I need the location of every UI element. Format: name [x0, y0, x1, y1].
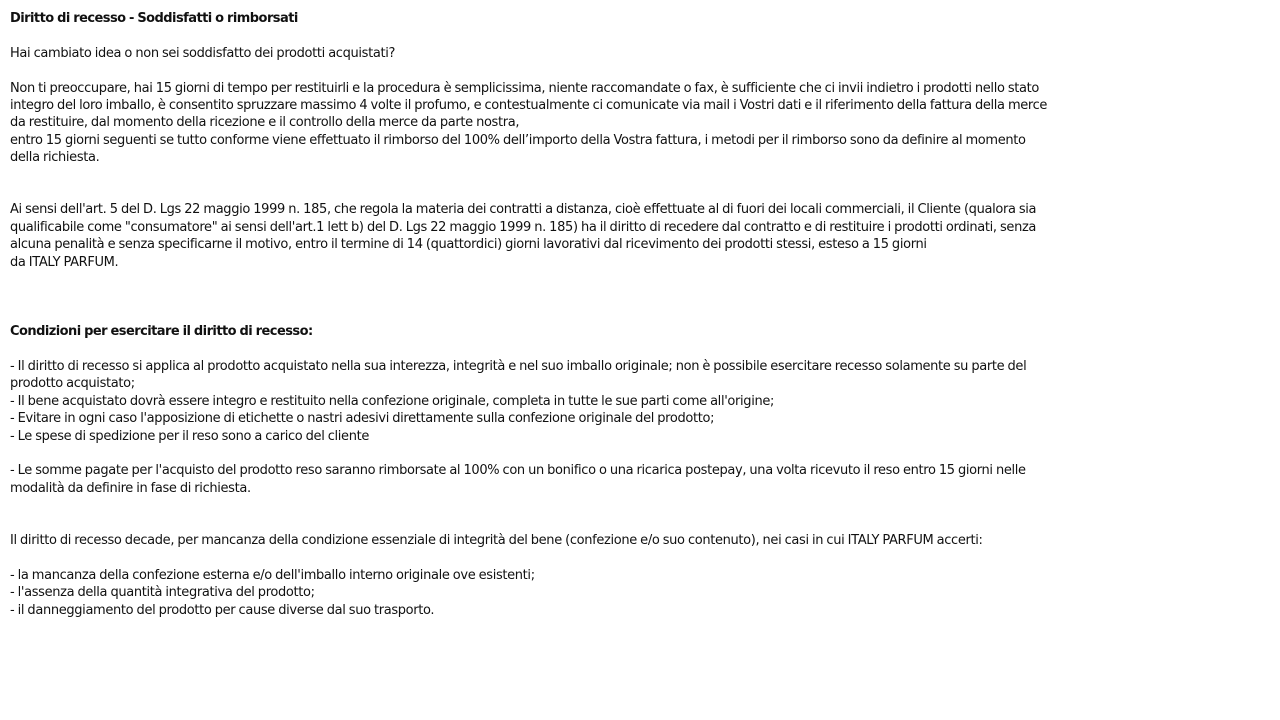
list-item: prodotto acquistato; [10, 376, 135, 392]
list-item: - la mancanza della confezione esterna e/o dell'imballo interno originale ove esistenti; [10, 567, 535, 583]
paragraph-line: - Le somme pagate per l'acquisto del prodotto reso saranno rimborsate al 100% con un bonifico o una ricarica postepay, una volta ricevuto il reso entro 15 giorni nelle [10, 463, 1026, 479]
list-item: - il danneggiamento del prodotto per cause diverse dal suo trasporto. [10, 602, 435, 618]
paragraph-line: modalità da definire in fase di richiesta. [10, 480, 251, 496]
paragraph-legal-reference [10, 201, 1110, 271]
list-item: - Il diritto di recesso si applica al prodotto acquistato nella sua interezza, integrità e nel suo imballo originale; non è possibile esercitare recesso solamente su parte del [10, 359, 1027, 375]
spacer [10, 27, 1110, 44]
spacer [10, 445, 1110, 462]
paragraph-line: della richiesta. [10, 150, 100, 166]
spacer [10, 167, 1110, 202]
paragraph-line: entro 15 giorni seguenti se tutto conforme viene effettuato il rimborso del 100% dell’importo della Vostra fattura, i metodi per il rimborso sono da definire al momento [10, 132, 1026, 148]
paragraph-line: da restituire, dal momento della ricezione e il controllo della merce da parte nostra, [10, 115, 520, 131]
spacer [10, 271, 1110, 323]
decadence-list [10, 567, 1110, 619]
paragraph-line: Ai sensi dell'art. 5 del D. Lgs 22 maggio 1999 n. 185, che regola la materia dei contratti a distanza, cioè effettuate al di fuori dei locali commerciali, il Cliente (qualora sia [10, 202, 1037, 218]
list-item: - Il bene acquistato dovrà essere integro e restituito nella confezione originale, completa in tutte le sue parti come all'origine; [10, 393, 775, 409]
list-item: - l'assenza della quantità integrativa del prodotto; [10, 585, 315, 601]
spacer [10, 549, 1110, 566]
list-item: - Evitare in ogni caso l'apposizione di etichette o nastri adesivi direttamente sulla confezione originale del prodotto; [10, 411, 715, 427]
spacer [10, 341, 1110, 358]
refund-note [10, 462, 1110, 497]
paragraph-line: alcuna penalità e senza specificarne il motivo, entro il termine di 14 (quattordici) giorni lavorativi dal ricevimento dei prodotti stessi, esteso a 15 giorni [10, 237, 927, 253]
list-item: - Le spese di spedizione per il reso sono a carico del cliente [10, 428, 369, 444]
paragraph-line: integro del loro imballo, è consentito spruzzare massimo 4 volte il profumo, e contestualmente ci comunicate via mail i Vostri dati e il riferimento della fattura della merce [10, 98, 1048, 113]
return-policy-content [10, 10, 1110, 619]
conditions-heading: Condizioni per esercitare il diritto di recesso: [10, 324, 313, 340]
paragraph-line: da ITALY PARFUM. [10, 254, 119, 270]
conditions-list [10, 358, 1110, 445]
spacer [10, 62, 1110, 79]
paragraph-line: Non ti preoccupare, hai 15 giorni di tempo per restituirli e la procedura è semplicissima, niente raccomandate o fax, è sufficiente che ci invii indietro i prodotti nello stato [10, 80, 1039, 96]
page-title: Diritto di recesso - Soddisfatti o rimborsati [10, 11, 298, 26]
decadence-text: Il diritto di recesso decade, per mancanza della condizione essenziale di integrità del bene (confezione e/o suo contenuto), nei casi in cui ITALY PARFUM accerti: [10, 533, 983, 549]
intro-question: Hai cambiato idea o non sei soddisfatto dei prodotti acquistati? [10, 45, 396, 61]
paragraph-line: qualificabile come "consumatore" ai sensi dell'art.1 lett b) del D. Lgs 22 maggio 1999 n. 185) ha il diritto di recedere dal contratto e di restituire i prodotti ordinati, senza [10, 219, 1037, 235]
spacer [10, 497, 1110, 532]
paragraph-return-procedure [10, 80, 1110, 167]
